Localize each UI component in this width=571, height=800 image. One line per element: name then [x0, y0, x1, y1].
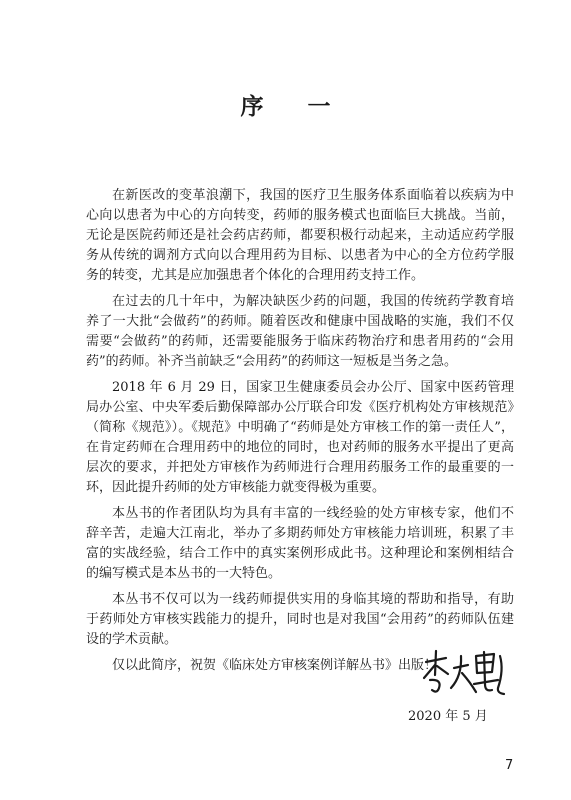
closing-line: 仅以此简序，祝贺《临床处方审核案例详解丛书》出版！ — [112, 658, 438, 673]
date-line: 2020 年 5 月 — [408, 709, 488, 724]
paragraph-2: 在过去的几十年中，为解决缺医少药的问题，我国的传统药学教育培养了一大批“会做药”的药师。随着医改和健康中国战略的实施，我们不仅需要“会做药”的药师，还需要能服务于临床药物治疗和患者用药的“会用药”的药师。补齐当前缺乏“会用药”的药师这一短板是当务之急。 — [86, 294, 514, 369]
paragraph-1: 在新医改的变革浪潮下，我国的医疗卫生服务体系面临着以疾病为中心向以患者为中心的方向转变，药师的服务模式也面临巨大挑战。当前，无论是医院药师还是社会药店药师，都要积极行动起来，主动适应药学服务从传统的调剂方式向以合理用药为目标、以患者为中心的全方位药学服务的转变，尤其是应加强患者个体化的合理用药支持工作。 — [86, 188, 514, 283]
preface-body — [86, 186, 514, 682]
paragraph-4: 本丛书的作者团队均为具有丰富的一线经验的处方审核专家，他们不辞辛苦，走遍大江南北，举办了多期药师处方审核能力培训班，积累了丰富的实战经验，结合工作中的真实案例形成此书。这种理论和案例相结合的编写模式是本丛书的一大特色。 — [86, 506, 514, 581]
page-title: 序一 — [240, 94, 375, 120]
handwritten-signature — [420, 648, 510, 698]
paragraph-3: 2018 年 6 月 29 日，国家卫生健康委员会办公厅、国家中医药管理局办公室、中央军委后勤保障部办公厅联合印发《医疗机构处方审核规范》（简称《规范》）。《规范》中明确了“药师是处方审核工作的第一责任人”，在肯定药师在合理用药中的地位的同时，也对药师的服务水平提出了更高层次的要求，并把处方审核作为药师进行合理用药服务工作的最重要的一环，因此提升药师的处方审核能力就变得极为重要。 — [86, 380, 514, 495]
paragraph-5: 本丛书不仅可以为一线药师提供实用的身临其境的帮助和指导，有助于药师处方审核实践能力的提升，同时也是对我国“会用药”的药师队伍建设的学术贡献。 — [86, 592, 514, 647]
page-number: 7 — [505, 758, 514, 773]
